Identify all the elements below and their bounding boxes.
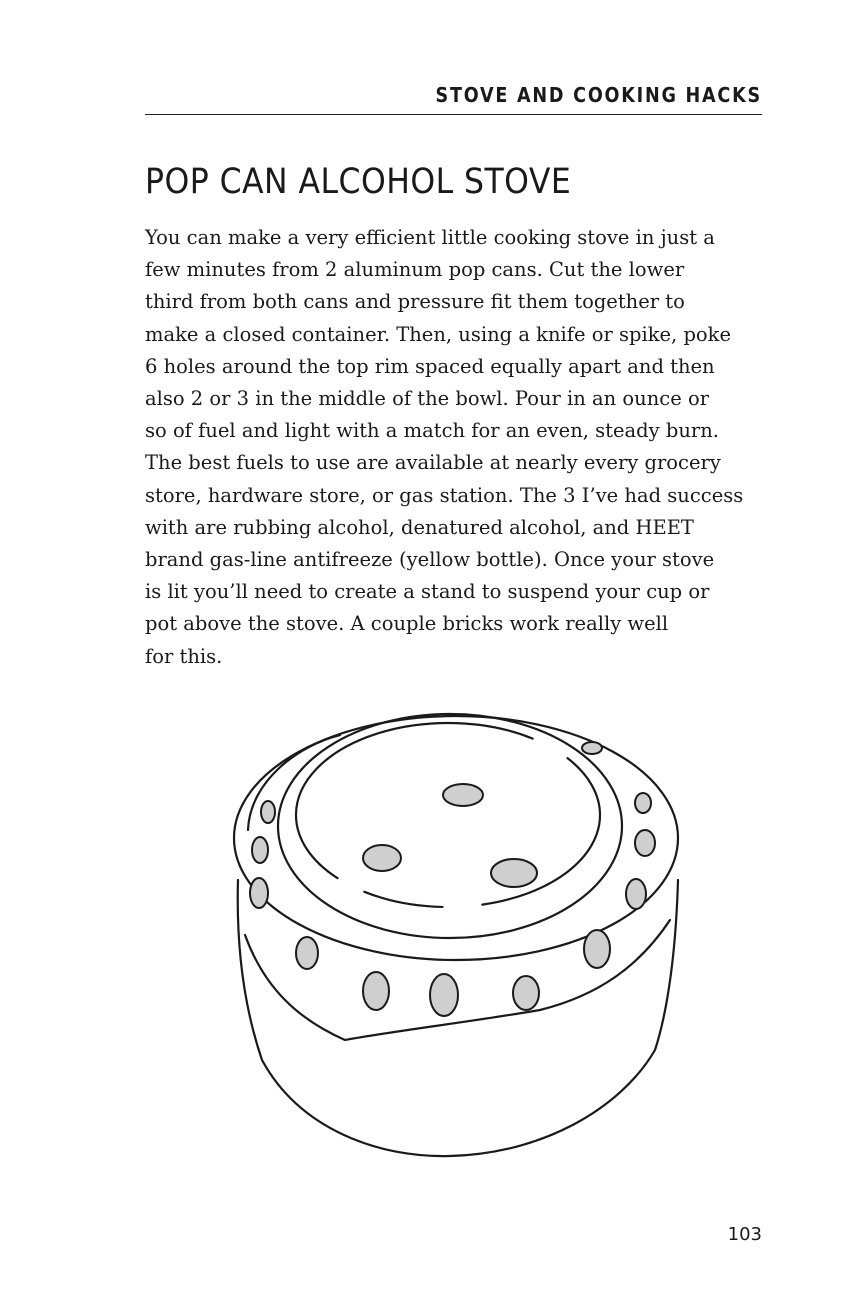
body-line: with are rubbing alcohol, denatured alcohol, and HEET <box>145 515 694 539</box>
body-line: pot above the stove. A couple bricks work really well <box>145 612 669 636</box>
body-line: You can make a very efficient little cooking stove in just a <box>145 226 715 249</box>
header-rule <box>145 114 762 115</box>
body-line: The best fuels to use are available at nearly every grocery <box>145 451 721 475</box>
pop-can-stove-illustration <box>0 690 848 1180</box>
body-line: third from both cans and pressure fit them together to <box>145 290 685 314</box>
body-text <box>145 222 785 673</box>
body-line: make a closed container. Then, using a knife or spike, poke <box>145 322 732 346</box>
body-line: is lit you’ll need to create a stand to suspend your cup or <box>145 580 710 604</box>
body-line: also 2 or 3 in the middle of the bowl. Pour in an ounce or <box>145 387 710 411</box>
body-line: so of fuel and light with a match for an even, steady burn. <box>145 419 719 443</box>
page-number: 103 <box>727 1224 762 1245</box>
body-line: 6 holes around the top rim spaced equally apart and then <box>145 354 715 378</box>
body-line: few minutes from 2 aluminum pop cans. Cut the lower <box>145 258 685 282</box>
body-line: for this. <box>145 644 223 668</box>
running-head: STOVE AND COOKING HACKS <box>435 83 762 107</box>
page-title: POP CAN ALCOHOL STOVE <box>145 162 572 202</box>
body-line: brand gas-line antifreeze (yellow bottle). Once your stove <box>145 548 715 572</box>
body-line: store, hardware store, or gas station. The 3 I’ve had success <box>145 483 744 507</box>
